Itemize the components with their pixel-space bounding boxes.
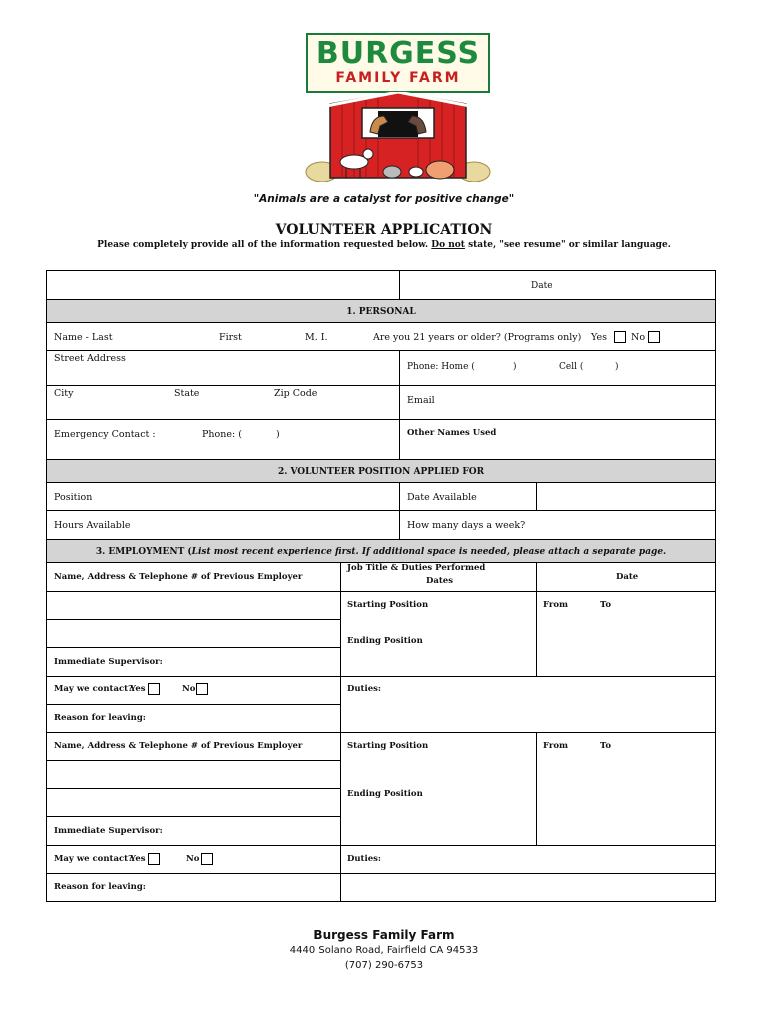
- to-label-1: To: [600, 600, 612, 610]
- contact-label-1: May we contact?: [54, 684, 134, 694]
- contact-yes-checkbox-1[interactable]: [148, 683, 160, 695]
- supervisor-label-1: Immediate Supervisor:: [54, 657, 163, 667]
- reason-leaving-label-1: Reason for leaving:: [54, 713, 146, 723]
- logo-subtitle: FAMILY FARM: [335, 70, 461, 86]
- contact-no-label-2: No: [186, 854, 200, 864]
- position-label: Position: [54, 492, 93, 503]
- date-column-label: Date: [616, 572, 639, 582]
- instructions-post: state, "see resume" or similar language.: [464, 240, 671, 250]
- days-per-week-label: How many days a week?: [407, 520, 526, 531]
- to-label-2: To: [600, 741, 612, 751]
- barn-illustration: [300, 92, 496, 182]
- contact-no-checkbox-1[interactable]: [196, 683, 208, 695]
- employer-label-2: Name, Address & Telephone # of Previous Employer: [54, 741, 303, 751]
- other-names-label: Other Names Used: [407, 428, 497, 438]
- tagline: "Animals are a catalyst for positive change": [253, 193, 515, 205]
- footer-phone: (707) 290-6753: [344, 960, 424, 971]
- employment-header-note: List most recent experience first. If additional space is needed, please attach a separate page.: [191, 547, 667, 557]
- section-employment-header: [46, 547, 716, 557]
- contact-yes-label-1: Yes: [130, 684, 146, 694]
- duties-label-1: Duties:: [347, 684, 382, 694]
- starting-position-label-2: Starting Position: [347, 741, 429, 751]
- cell-label: Cell (: [559, 362, 584, 372]
- zip-label: Zip Code: [274, 388, 318, 399]
- contact-yes-checkbox-2[interactable]: [148, 853, 160, 865]
- contact-label-2: May we contact?: [54, 854, 134, 864]
- email-label: Email: [407, 395, 435, 406]
- age-question: Are you 21 years or older? (Programs only): [373, 332, 582, 343]
- page-title: VOLUNTEER APPLICATION: [275, 222, 493, 238]
- date-label: Date: [531, 281, 553, 291]
- section-position-header: 2. VOLUNTEER POSITION APPLIED FOR: [277, 467, 485, 477]
- age-no-checkbox[interactable]: [648, 331, 660, 343]
- name-last-label: Name - Last: [54, 332, 113, 343]
- emergency-phone-label: Phone: (: [202, 429, 242, 440]
- ending-position-label-2: Ending Position: [347, 789, 423, 799]
- emergency-contact-label: Emergency Contact :: [54, 429, 156, 440]
- application-form: [46, 270, 716, 902]
- starting-position-label-1: Starting Position: [347, 600, 429, 610]
- from-label-2: From: [543, 741, 569, 751]
- phone-home-close: ): [513, 362, 517, 372]
- phone-home-label: Phone: Home (: [407, 362, 475, 372]
- employer-label: Name, Address & Telephone # of Previous Employer: [54, 572, 303, 582]
- first-name-label: First: [219, 332, 242, 343]
- state-label: State: [174, 388, 200, 399]
- job-title-label: Job Title & Duties Performed: [347, 563, 486, 573]
- contact-yes-label-2: Yes: [130, 854, 146, 864]
- farm-logo: [300, 30, 496, 182]
- street-address-label: Street Address: [54, 353, 126, 364]
- duties-label-2: Duties:: [347, 854, 382, 864]
- instructions: [0, 240, 768, 250]
- age-no-label: No: [631, 332, 646, 343]
- contact-no-checkbox-2[interactable]: [201, 853, 213, 865]
- logo-title: BURGESS: [315, 36, 481, 71]
- supervisor-label-2: Immediate Supervisor:: [54, 826, 163, 836]
- dates-label: Dates: [426, 576, 453, 586]
- section-personal-header: 1. PERSONAL: [346, 307, 416, 317]
- ending-position-label-1: Ending Position: [347, 636, 423, 646]
- from-label-1: From: [543, 600, 569, 610]
- logo-sign: [306, 33, 490, 93]
- cell-close: ): [615, 362, 619, 372]
- hours-available-label: Hours Available: [54, 520, 131, 531]
- emergency-phone-close: ): [276, 429, 280, 440]
- middle-initial-label: M. I.: [305, 332, 328, 343]
- instructions-underlined: Do not: [431, 240, 465, 250]
- reason-leaving-label-2: Reason for leaving:: [54, 882, 146, 892]
- instructions-pre: Please completely provide all of the information requested below.: [97, 240, 432, 250]
- footer-name: Burgess Family Farm: [313, 928, 455, 942]
- footer-address: 4440 Solano Road, Fairfield CA 94533: [289, 945, 479, 956]
- age-yes-label: Yes: [591, 332, 607, 343]
- date-available-label: Date Available: [407, 492, 477, 503]
- city-label: City: [54, 388, 74, 399]
- contact-no-label-1: No: [182, 684, 196, 694]
- age-yes-checkbox[interactable]: [614, 331, 626, 343]
- employment-header-pre: 3. EMPLOYMENT (: [95, 547, 192, 557]
